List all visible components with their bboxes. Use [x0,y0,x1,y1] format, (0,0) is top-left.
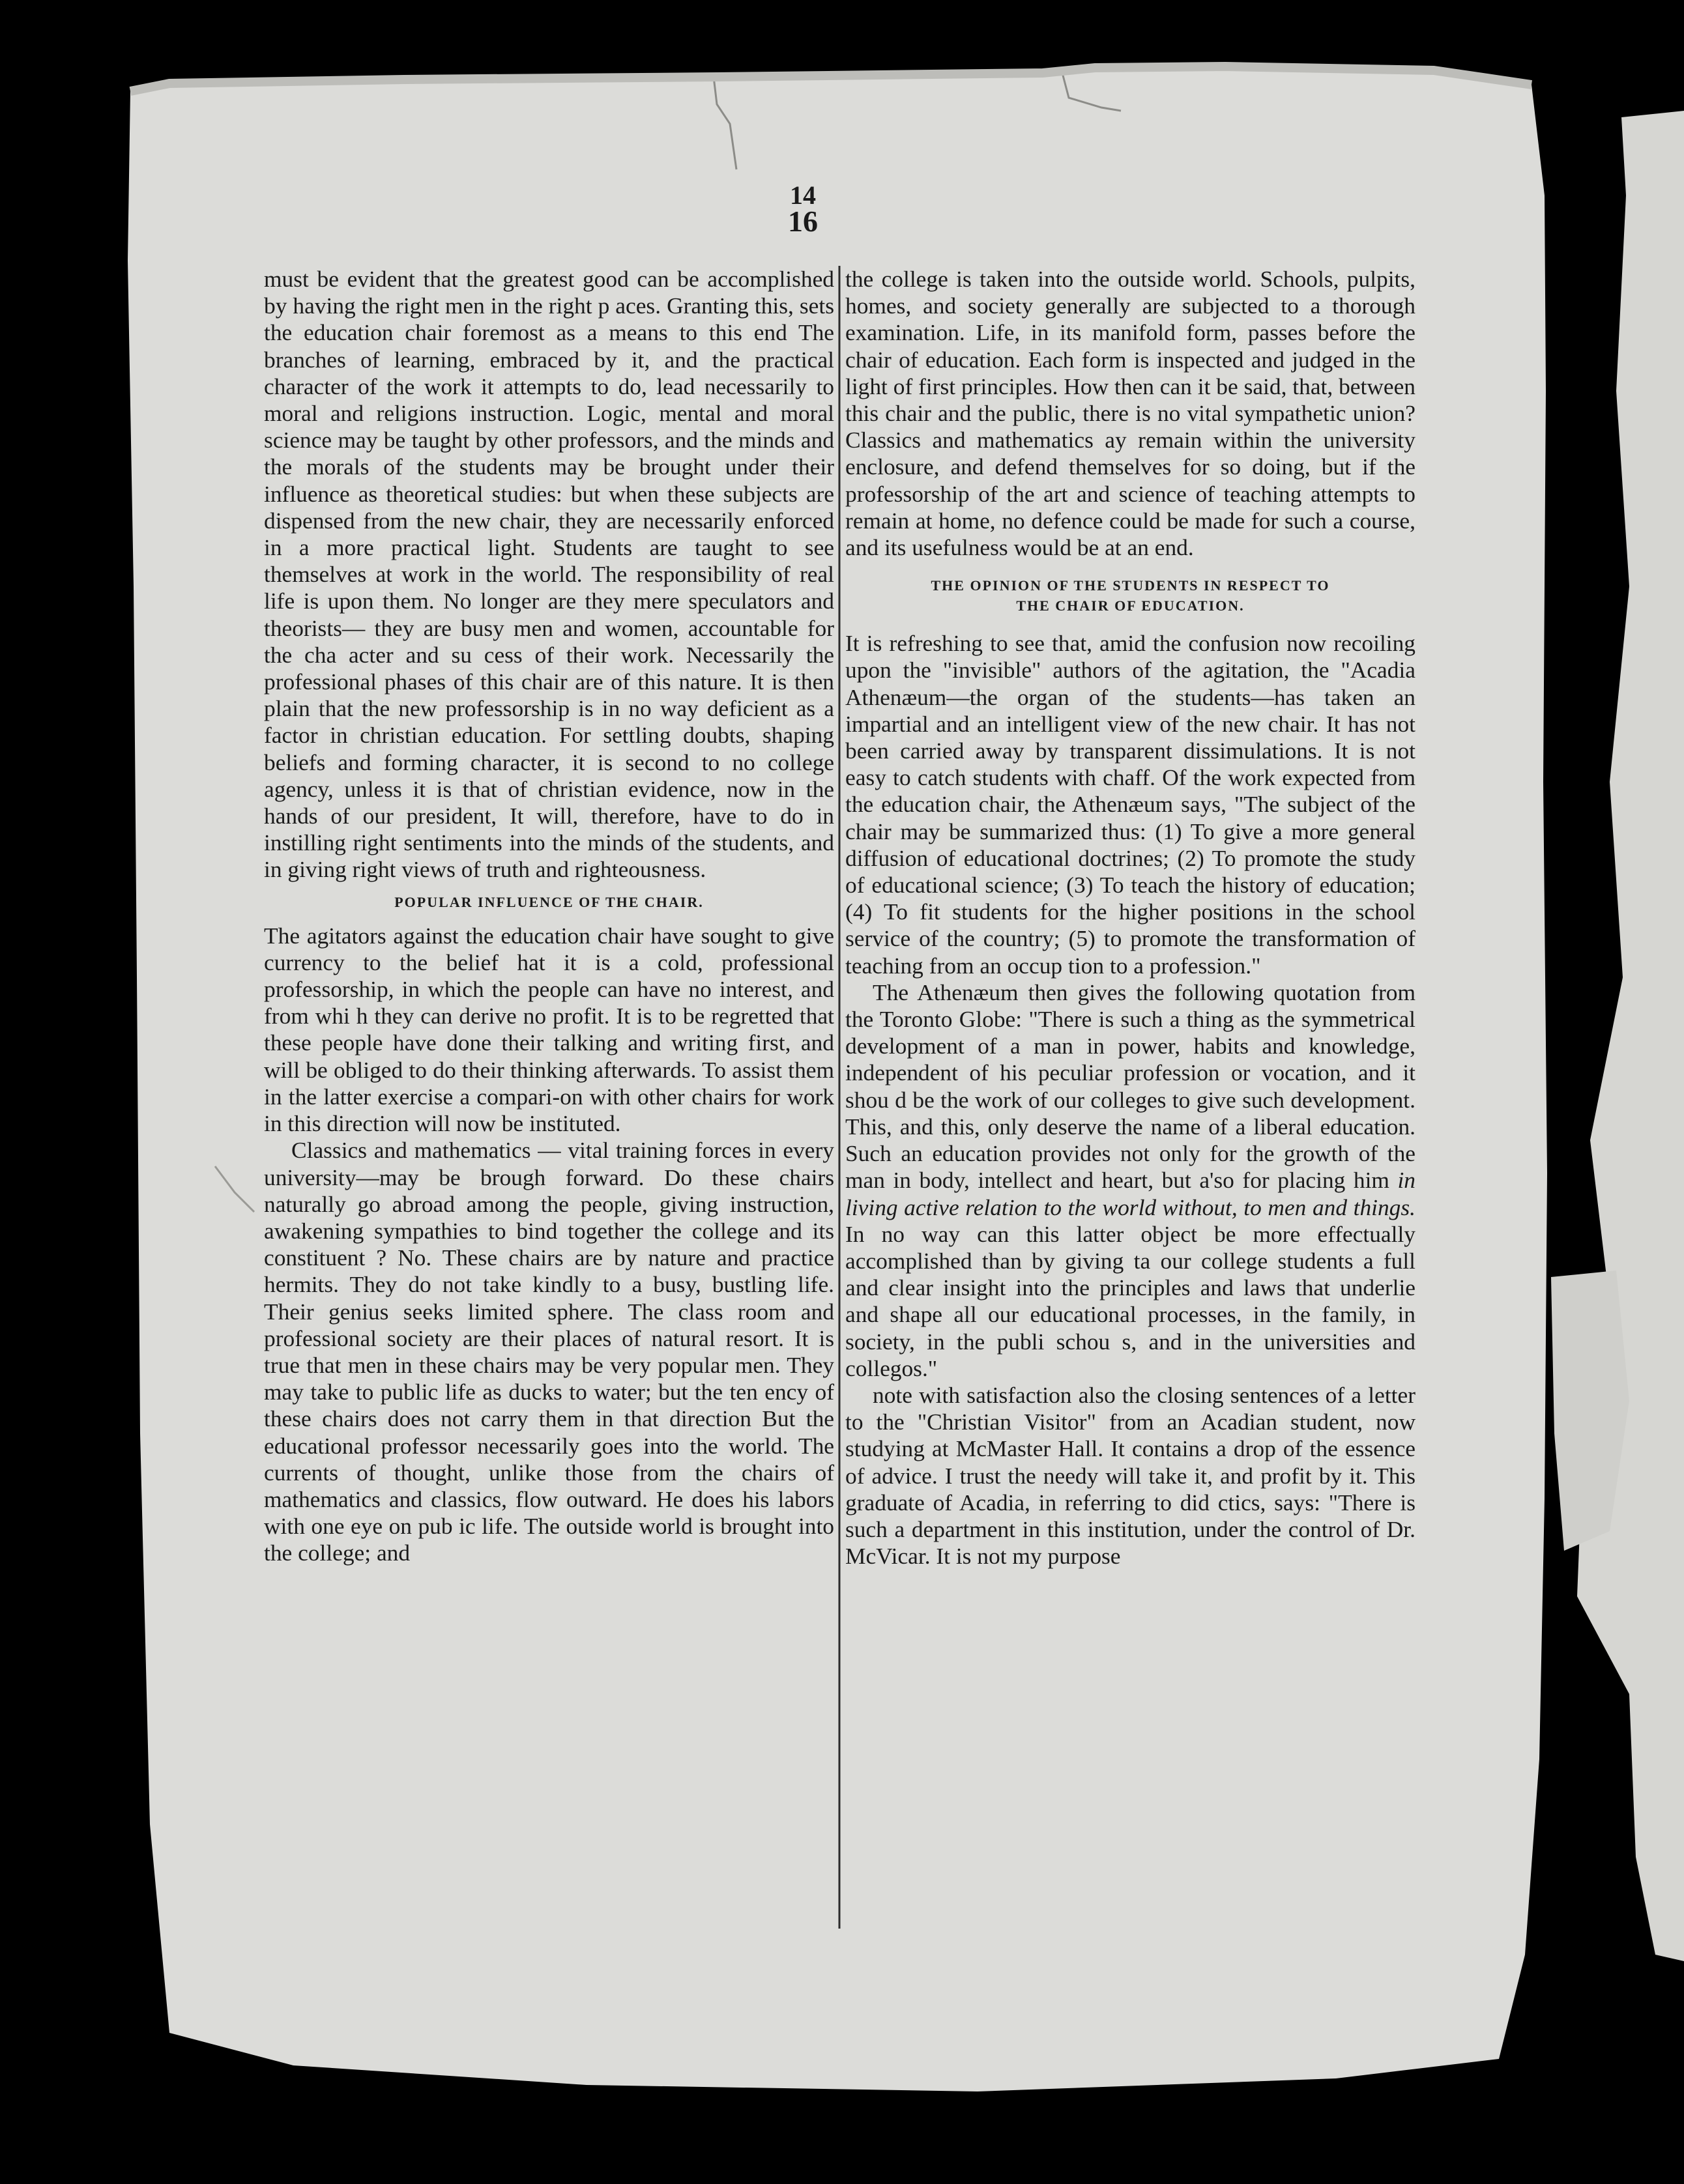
paragraph: Classics and mathematics — vital training forces in every university—may be brough forward. Do these chairs naturally go abroad among the people, giving instruction, awakening sympathies to bind together the college and its constituent ? No. These chairs are by nature and practice hermits. They do not take kindly to a busy, bustling life. Their genius seeks limited sphere. The class room and professional society are their places of natural resort. It is true that men in these chairs may be very popular men. They may take to public life as ducks to water; but the ten ency of these chairs does not carry them in that direction But the educational professor necessarily goes into the world. The currents of thought, unlike those from the chairs of mathematics and classics, flow outward. He does his labors with one eye on pub ic life. The outside world is brought into the college; and [264,1137,834,1566]
page-number: 16 [788,205,818,238]
crossed-page-number: 14 [790,180,816,210]
section-heading [845,575,1415,616]
paragraph: must be evident that the greatest good can be accomplished by having the right men in the right p aces. Granting this, sets the education chair foremost as a means to this end The branches of learning, embraced by it, and the practical character of the work it attempts to do, lead necessarily to moral and religions instruction. Logic, mental and moral science may be taught by other professors, and the minds and the morals of the students may be brought under their influence as theoretical studies: but when these subjects are dispensed from the new chair, they are necessarily enforced in a more practical light. Students are taught to see themselves at work in the world. The responsibility of real life is upon them. No longer are they mere speculators and theorists— they are busy men and women, accountable for the cha acter and su cess of their work. Necessarily the professional phases of this chair are of this nature. It is then plain that the new professorship is in no way deficient as a factor in christian education. For settling doubts, shaping beliefs and forming character, it is second to no college agency, unless it is that of christian evidence, now in the hands of our president, It will, therefore, have to do in instilling right sentiments into the minds of the students, and in giving right views of truth and righteousness. [264,266,834,883]
section-heading-line: THE CHAIR OF EDUCATION. [1016,597,1245,614]
text-run: The Athenæum then gives the following quotation from the Toronto Globe: "There is such a thing as the symmetrical development of a man in power, habits and knowledge, independent of his peculiar profession or vocation, and it shou d be the work of our colleges to give such development. This, and this, only deserve the name of a liberal education. Such an education provides not only for the growth of the man in body, intellect and heart, but a'so for placing him [845,979,1415,1194]
text-run: In no way can this latter object be more effectually accomplished than by giving ta our college students a full and clear insight into the principles and laws that underlie and shape all our educational processes, in the family, in society, in the publi schou s, and in the universities and collegos." [845,1220,1415,1381]
italic-text-run: in living active relation to the world without, to men and things. [845,1167,1415,1220]
left-column [264,266,834,1567]
paragraph: note with satisfaction also the closing sentences of a letter to the "Christian Visitor" from an Acadian student, now studying at McMaster Hall. It contains a drop of the essence of advice. I trust the needy will take it, and profit by it. This graduate of Acadia, in referring to did ctics, says: "There is such a department in this institution, under the control of Dr. McVicar. It is not my purpose [845,1381,1415,1570]
paragraph: The agitators against the education chair have sought to give currency to the belief hat it is a cold, professional professorship, in which the people can have no interest, and from whi h they can derive no profit. It is to be regretted that these people have done their talking and writing first, and will be obliged to do their thinking afterwards. To assist them in the latter exercise a compari-on with other chairs for work in this direction will now be instituted. [264,922,834,1137]
paragraph [845,979,1415,1382]
section-heading-line: THE OPINION OF THE STUDENTS IN RESPECT TO [931,577,1330,594]
paragraph: the college is taken into the outside world. Schools, pulpits, homes, and society generally are subjected to a thorough examination. Life, in its manifold form, passes before the chair of education. Each form is inspected and judged in the light of first principles. How then can it be said, that, between this chair and the public, there is no vital sympathetic union? Classics and mathematics ay remain within the university enclosure, and defend themselves for so doing, but if the professorship of the art and science of teaching attempts to remain at home, no defence could be made for such a course, and its usefulness would be at an end. [845,266,1415,561]
paragraph: It is refreshing to see that, amid the confusion now recoiling upon the "invisible" authors of the agitation, the "Acadia Athenæum—the organ of the students—has taken an impartial and an intelligent view of the new chair. It has not been carried away by transparent dissimulations. It is not easy to catch students with chaff. Of the work expected from the education chair, the Athenæum says, "The subject of the chair may be summarized thus: (1) To give a more general diffusion of educational doctrines; (2) To promote the study of educational science; (3) To teach the history of education; (4) To fit students for the higher positions in the school service of the country; (5) to promote the transformation of teaching from an occup tion to a profession." [845,630,1415,979]
section-heading: POPULAR INFLUENCE OF THE CHAIR. [394,893,704,910]
right-column [845,266,1415,1570]
